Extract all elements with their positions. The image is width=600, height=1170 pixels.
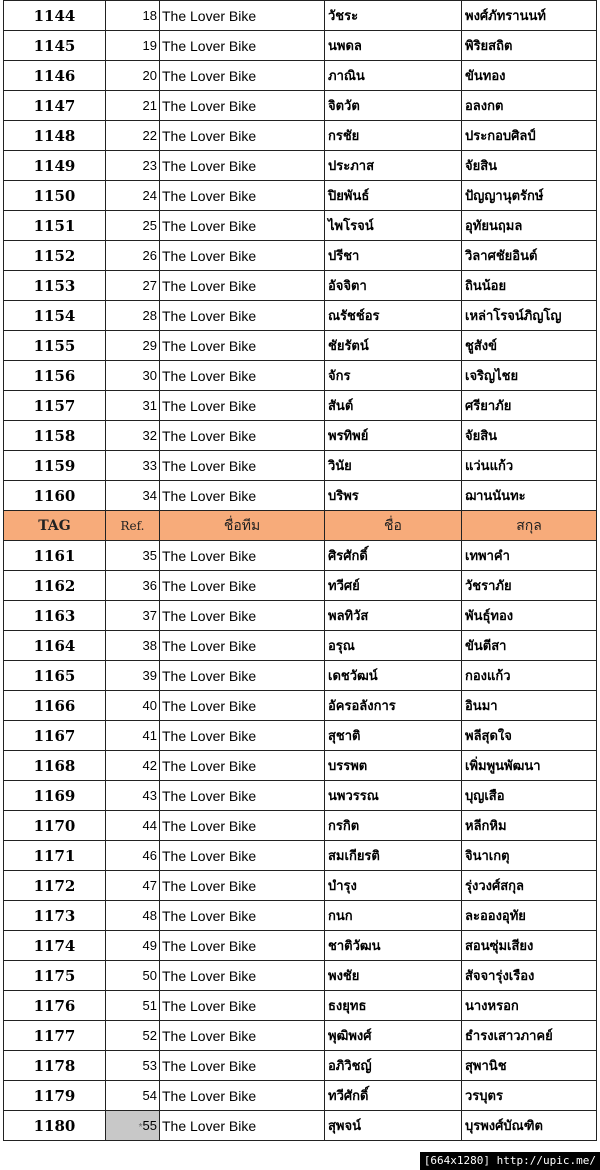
ref-cell: 48: [106, 901, 160, 931]
tag-cell: 1167: [4, 721, 106, 751]
header-tag: TAG: [4, 511, 106, 541]
name-cell: ทวีศย์: [325, 571, 462, 601]
tag-cell: 1178: [4, 1051, 106, 1081]
table-row: [4, 1111, 597, 1141]
team-cell: The Lover Bike: [160, 481, 325, 511]
table-row: [4, 151, 597, 181]
table-row: [4, 481, 597, 511]
tag-cell: 1144: [4, 1, 106, 31]
tag-cell: 1174: [4, 931, 106, 961]
ref-cell: 24: [106, 181, 160, 211]
tag-cell: 1170: [4, 811, 106, 841]
ref-cell: 52: [106, 1021, 160, 1051]
table-row: [4, 691, 597, 721]
header-team: ชื่อทีม: [160, 511, 325, 541]
team-cell: The Lover Bike: [160, 1111, 325, 1141]
name-cell: สันต์: [325, 391, 462, 421]
tag-cell: 1177: [4, 1021, 106, 1051]
surname-cell: กองแก้ว: [462, 661, 597, 691]
table-body-top: [4, 1, 597, 511]
name-cell: ไพโรจน์: [325, 211, 462, 241]
table-row: [4, 1081, 597, 1111]
tag-cell: 1165: [4, 661, 106, 691]
team-cell: The Lover Bike: [160, 841, 325, 871]
table-row: [4, 991, 597, 1021]
team-cell: The Lover Bike: [160, 31, 325, 61]
tag-cell: 1150: [4, 181, 106, 211]
surname-cell: พันธุ์ทอง: [462, 601, 597, 631]
team-cell: The Lover Bike: [160, 541, 325, 571]
team-cell: The Lover Bike: [160, 661, 325, 691]
team-cell: The Lover Bike: [160, 631, 325, 661]
team-cell: The Lover Bike: [160, 1021, 325, 1051]
tag-cell: 1176: [4, 991, 106, 1021]
surname-cell: สุพานิช: [462, 1051, 597, 1081]
table-row: [4, 931, 597, 961]
ref-cell: 41: [106, 721, 160, 751]
name-cell: สุพจน์: [325, 1111, 462, 1141]
team-cell: The Lover Bike: [160, 331, 325, 361]
name-cell: ชาติวัฒน: [325, 931, 462, 961]
ref-cell: 47: [106, 871, 160, 901]
name-cell: ทวีศักดิ์: [325, 1081, 462, 1111]
header-ref: Ref.: [106, 511, 160, 541]
table-row: [4, 541, 597, 571]
table-row: [4, 751, 597, 781]
team-cell: The Lover Bike: [160, 781, 325, 811]
table-row: [4, 901, 597, 931]
team-cell: The Lover Bike: [160, 61, 325, 91]
name-cell: พงชัย: [325, 961, 462, 991]
team-cell: The Lover Bike: [160, 361, 325, 391]
surname-cell: สัจจารุ่งเรือง: [462, 961, 597, 991]
tag-cell: 1151: [4, 211, 106, 241]
surname-cell: เจริญไชย: [462, 361, 597, 391]
team-cell: The Lover Bike: [160, 691, 325, 721]
surname-cell: ปัญญานุตรักษ์: [462, 181, 597, 211]
tag-cell: 1153: [4, 271, 106, 301]
surname-cell: วิลาศชัยอินต์: [462, 241, 597, 271]
ref-cell: 28: [106, 301, 160, 331]
tag-cell: 1164: [4, 631, 106, 661]
surname-cell: อลงกต: [462, 91, 597, 121]
team-cell: The Lover Bike: [160, 1051, 325, 1081]
surname-cell: พงศ์ภัทรานนท์: [462, 1, 597, 31]
ref-cell: 22: [106, 121, 160, 151]
registration-sheet: [3, 0, 596, 1141]
ref-cell: 42: [106, 751, 160, 781]
surname-cell: จัยสิน: [462, 151, 597, 181]
tag-cell: 1173: [4, 901, 106, 931]
table-row: [4, 661, 597, 691]
tag-cell: 1155: [4, 331, 106, 361]
surname-cell: ศรียาภัย: [462, 391, 597, 421]
team-cell: The Lover Bike: [160, 421, 325, 451]
team-cell: The Lover Bike: [160, 391, 325, 421]
name-cell: จักร: [325, 361, 462, 391]
tag-cell: 1166: [4, 691, 106, 721]
ref-cell: 23: [106, 151, 160, 181]
ref-cell: 43: [106, 781, 160, 811]
team-cell: The Lover Bike: [160, 1, 325, 31]
ref-cell: 39: [106, 661, 160, 691]
surname-cell: ชูสังข์: [462, 331, 597, 361]
tag-cell: 1171: [4, 841, 106, 871]
name-cell: ณรัชช์อร: [325, 301, 462, 331]
table-row: [4, 91, 597, 121]
name-cell: สุชาติ: [325, 721, 462, 751]
name-cell: ธงยุทธ: [325, 991, 462, 1021]
tag-cell: 1157: [4, 391, 106, 421]
table-row: [4, 271, 597, 301]
ref-cell: 46: [106, 841, 160, 871]
name-cell: อัครอลังการ: [325, 691, 462, 721]
name-cell: นพดล: [325, 31, 462, 61]
table-row: [4, 241, 597, 271]
name-cell: ปรีชา: [325, 241, 462, 271]
name-cell: บำรุง: [325, 871, 462, 901]
tag-cell: 1145: [4, 31, 106, 61]
name-cell: อภิวิชญ์: [325, 1051, 462, 1081]
tag-cell: 1179: [4, 1081, 106, 1111]
team-cell: The Lover Bike: [160, 931, 325, 961]
surname-cell: เหล่าโรจน์ภิญโญ: [462, 301, 597, 331]
table-row: [4, 1021, 597, 1051]
team-cell: The Lover Bike: [160, 301, 325, 331]
table-row: [4, 841, 597, 871]
name-cell: สมเกียรติ: [325, 841, 462, 871]
ref-value: 55: [142, 1118, 157, 1133]
ref-cell: 37: [106, 601, 160, 631]
team-cell: The Lover Bike: [160, 751, 325, 781]
ref-cell: 35: [106, 541, 160, 571]
ref-cell: 34: [106, 481, 160, 511]
team-cell: The Lover Bike: [160, 91, 325, 121]
ref-cell: 40: [106, 691, 160, 721]
team-cell: The Lover Bike: [160, 901, 325, 931]
name-cell: ประภาส: [325, 151, 462, 181]
table-row: [4, 301, 597, 331]
name-cell: กนก: [325, 901, 462, 931]
surname-cell: เพิ่มพูนพัฒนา: [462, 751, 597, 781]
tag-cell: 1159: [4, 451, 106, 481]
surname-cell: พิริยสถิต: [462, 31, 597, 61]
team-cell: The Lover Bike: [160, 871, 325, 901]
table-row: [4, 961, 597, 991]
table-body-bottom: [4, 541, 597, 1141]
table-row: [4, 781, 597, 811]
name-cell: เดชวัฒน์: [325, 661, 462, 691]
table-row: [4, 1, 597, 31]
surname-cell: อุทัยนฤมล: [462, 211, 597, 241]
name-cell: จิตวัต: [325, 91, 462, 121]
tag-cell: 1149: [4, 151, 106, 181]
surname-cell: เทพาคำ: [462, 541, 597, 571]
team-cell: The Lover Bike: [160, 271, 325, 301]
surname-cell: วัชราภัย: [462, 571, 597, 601]
surname-cell: ละอองอุทัย: [462, 901, 597, 931]
name-cell: บรรพต: [325, 751, 462, 781]
name-cell: อัจจิตา: [325, 271, 462, 301]
surname-cell: ถินน้อย: [462, 271, 597, 301]
table-row: [4, 811, 597, 841]
surname-cell: นางหรอก: [462, 991, 597, 1021]
ref-cell: [106, 1111, 160, 1141]
team-cell: The Lover Bike: [160, 451, 325, 481]
team-cell: The Lover Bike: [160, 571, 325, 601]
tag-cell: 1146: [4, 61, 106, 91]
team-cell: The Lover Bike: [160, 241, 325, 271]
ref-cell: 44: [106, 811, 160, 841]
table-row: [4, 121, 597, 151]
ref-cell: 38: [106, 631, 160, 661]
team-cell: The Lover Bike: [160, 151, 325, 181]
team-cell: The Lover Bike: [160, 811, 325, 841]
name-cell: กรกิต: [325, 811, 462, 841]
header-surname: สกุล: [462, 511, 597, 541]
name-cell: วินัย: [325, 451, 462, 481]
table-row: [4, 421, 597, 451]
ref-cell: 29: [106, 331, 160, 361]
surname-cell: ขันตีสา: [462, 631, 597, 661]
tag-cell: 1180: [4, 1111, 106, 1141]
surname-cell: ธำรงเสาวภาคย์: [462, 1021, 597, 1051]
table-header-row-group: [4, 511, 597, 541]
ref-cell: 26: [106, 241, 160, 271]
surname-cell: ประกอบศิลป์: [462, 121, 597, 151]
ref-cell: 30: [106, 361, 160, 391]
name-cell: ชัยรัตน์: [325, 331, 462, 361]
surname-cell: อินมา: [462, 691, 597, 721]
surname-cell: จัยสิน: [462, 421, 597, 451]
surname-cell: รุ่งวงศ์สกุล: [462, 871, 597, 901]
tag-cell: 1152: [4, 241, 106, 271]
header-name: ชื่อ: [325, 511, 462, 541]
ref-cell: 19: [106, 31, 160, 61]
surname-cell: แว่นแก้ว: [462, 451, 597, 481]
ref-cell: 51: [106, 991, 160, 1021]
ref-cell: 27: [106, 271, 160, 301]
registration-table: [3, 0, 597, 1141]
name-cell: พรทิพย์: [325, 421, 462, 451]
surname-cell: บุรพงศ์บัณฑิต: [462, 1111, 597, 1141]
table-row: [4, 601, 597, 631]
name-cell: กรชัย: [325, 121, 462, 151]
table-row: [4, 1051, 597, 1081]
tag-cell: 1160: [4, 481, 106, 511]
ref-marker: *: [138, 1122, 143, 1133]
team-cell: The Lover Bike: [160, 121, 325, 151]
table-row: [4, 571, 597, 601]
table-row: [4, 211, 597, 241]
team-cell: The Lover Bike: [160, 211, 325, 241]
table-row: [4, 871, 597, 901]
tag-cell: 1169: [4, 781, 106, 811]
table-row: [4, 451, 597, 481]
tag-cell: 1161: [4, 541, 106, 571]
name-cell: บริพร: [325, 481, 462, 511]
ref-cell: 49: [106, 931, 160, 961]
tag-cell: 1168: [4, 751, 106, 781]
team-cell: The Lover Bike: [160, 1081, 325, 1111]
tag-cell: 1158: [4, 421, 106, 451]
table-row: [4, 331, 597, 361]
table-row: [4, 361, 597, 391]
surname-cell: บุญเสือ: [462, 781, 597, 811]
surname-cell: พลีสุดใจ: [462, 721, 597, 751]
tag-cell: 1156: [4, 361, 106, 391]
ref-cell: 50: [106, 961, 160, 991]
tag-cell: 1175: [4, 961, 106, 991]
ref-cell: 20: [106, 61, 160, 91]
team-cell: The Lover Bike: [160, 601, 325, 631]
table-row: [4, 31, 597, 61]
surname-cell: สอนซุ่มเสียง: [462, 931, 597, 961]
name-cell: นพวรรณ: [325, 781, 462, 811]
ref-cell: 32: [106, 421, 160, 451]
table-row: [4, 181, 597, 211]
team-cell: The Lover Bike: [160, 961, 325, 991]
watermark: [664x1280] http://upic.me/: [420, 1152, 600, 1170]
name-cell: ศิรศักดิ์: [325, 541, 462, 571]
tag-cell: 1163: [4, 601, 106, 631]
table-row: [4, 721, 597, 751]
ref-cell: 21: [106, 91, 160, 121]
name-cell: พลทิวัส: [325, 601, 462, 631]
ref-cell: 25: [106, 211, 160, 241]
ref-cell: 53: [106, 1051, 160, 1081]
table-row: [4, 61, 597, 91]
surname-cell: จินาเกตุ: [462, 841, 597, 871]
surname-cell: วรบุตร: [462, 1081, 597, 1111]
surname-cell: ขันทอง: [462, 61, 597, 91]
team-cell: The Lover Bike: [160, 181, 325, 211]
ref-cell: 54: [106, 1081, 160, 1111]
team-cell: The Lover Bike: [160, 991, 325, 1021]
name-cell: อรุณ: [325, 631, 462, 661]
tag-cell: 1148: [4, 121, 106, 151]
name-cell: วัชระ: [325, 1, 462, 31]
ref-cell: 31: [106, 391, 160, 421]
ref-cell: 33: [106, 451, 160, 481]
surname-cell: หลีกหิม: [462, 811, 597, 841]
surname-cell: ฌานนันทะ: [462, 481, 597, 511]
tag-cell: 1172: [4, 871, 106, 901]
name-cell: ภาณิน: [325, 61, 462, 91]
table-row: [4, 391, 597, 421]
team-cell: The Lover Bike: [160, 721, 325, 751]
table-row: [4, 631, 597, 661]
tag-cell: 1162: [4, 571, 106, 601]
table-header-row: [4, 511, 597, 541]
name-cell: ปิยพันธ์: [325, 181, 462, 211]
ref-cell: 36: [106, 571, 160, 601]
tag-cell: 1147: [4, 91, 106, 121]
ref-cell: 18: [106, 1, 160, 31]
tag-cell: 1154: [4, 301, 106, 331]
name-cell: พุฒิพงศ์: [325, 1021, 462, 1051]
